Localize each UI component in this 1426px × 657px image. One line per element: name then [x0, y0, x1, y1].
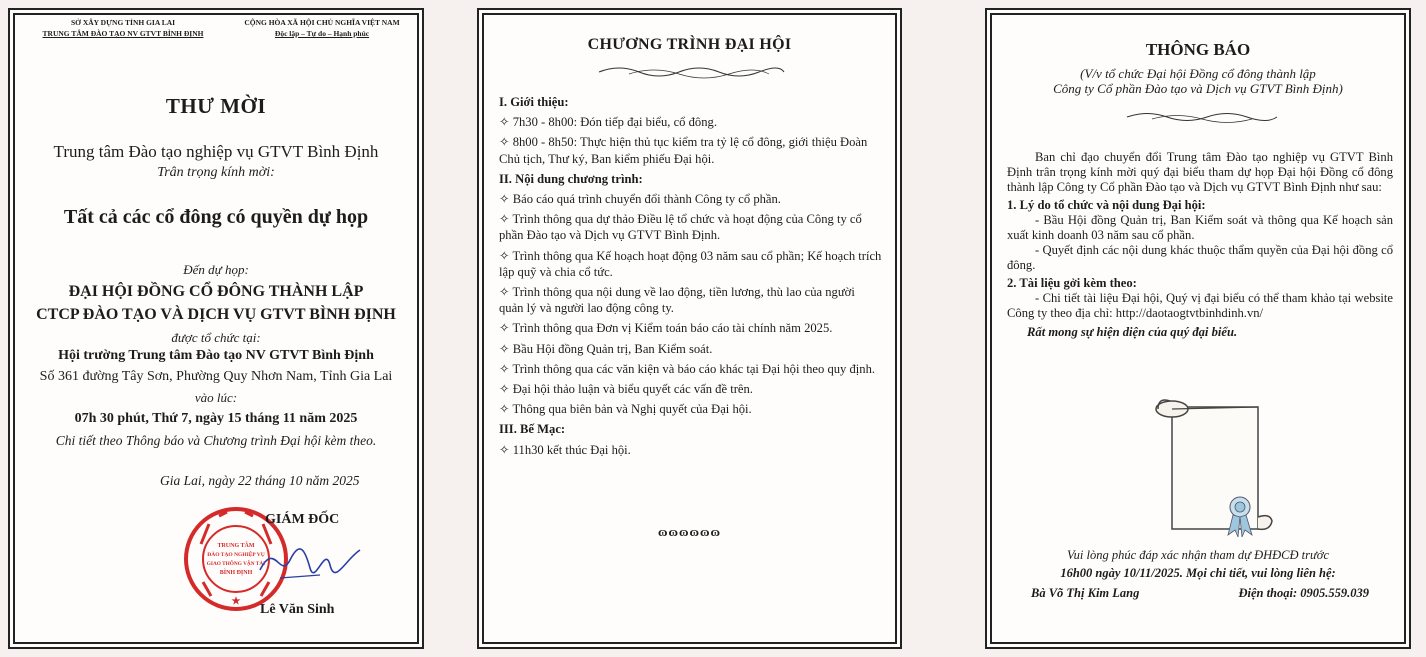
notice-item: - Chi tiết tài liệu Đại hội, Quý vị đại biểu có thể tham khảo tại website Công ty theo địa chỉ: http://daotaogtvtbinhdinh.vn/ — [1007, 290, 1393, 321]
notice-section-2: 2. Tài liệu gởi kèm theo: — [1007, 275, 1137, 290]
signer-title: GIÁM ĐỐC — [265, 512, 340, 527]
details-note: Chi tiết theo Thông báo và Chương trình Đại hội kèm theo. — [55, 433, 377, 448]
program-item: ✧ Trình thông qua Đơn vị Kiểm toán báo cáo tài chính năm 2025. — [499, 321, 833, 336]
center-name: TRUNG TÂM ĐÀO TẠO NV GTVT BÌNH ĐỊNH — [42, 29, 204, 38]
signature — [250, 530, 370, 590]
contact-name: Bà Võ Thị Kim Lang — [1031, 586, 1140, 600]
attend-phrase: Đến dự họp: — [183, 262, 249, 277]
invitation-letter — [8, 8, 424, 649]
venue: Hội trường Trung tâm Đào tạo NV GTVT Bình Định — [58, 348, 374, 363]
place-date: Gia Lai, ngày 22 tháng 10 năm 2025 — [160, 473, 360, 488]
stamp-line-1: TRUNG TÂM — [217, 543, 255, 549]
program-item: ✧ Bầu Hội đồng Quản trị, Ban Kiểm soát. — [499, 341, 713, 356]
program-section-2: II. Nội dung chương trình: — [499, 171, 643, 186]
notice-subtitle — [1007, 66, 1389, 96]
meeting-notice — [985, 8, 1411, 649]
notice-item: - Quyết định các nội dung khác thuộc thẩm quyền của Đại hội đồng cổ đông. — [1007, 243, 1393, 273]
notice-title: THÔNG BÁO — [1145, 40, 1251, 59]
program-title: CHƯƠNG TRÌNH ĐẠI HỘI — [587, 36, 792, 53]
program-item: ✧ 11h30 kết thúc Đại hội. — [499, 442, 631, 457]
ornament-divider — [987, 108, 1413, 124]
program-item: ✧ Trình thông qua dự thảo Điều lệ tổ chức và hoạt động của Công ty cổ phần Đào tạo và Dịch vụ GTVT Bình Định. — [499, 212, 862, 243]
meeting-program — [477, 8, 902, 649]
program-item: ✧ Thông qua biên bản và Nghị quyết của Đại hội. — [499, 402, 752, 417]
meeting-name-line2: CTCP ĐÀO TẠO VÀ DỊCH VỤ GTVT BÌNH ĐỊNH — [36, 306, 396, 323]
venue-address: Số 361 đường Tây Sơn, Phường Quy Nhơn Nam, Tỉnh Gia Lai — [39, 369, 393, 384]
program-section-1: I. Giới thiệu: — [499, 95, 569, 109]
national-motto: Độc lập – Tự do – Hạnh phúc — [274, 29, 370, 38]
stamp-line-2: ĐÀO TẠO NGHIỆP VỤ — [207, 552, 265, 558]
signer-name: Lê Văn Sinh — [260, 602, 335, 617]
notice-intro: Ban chỉ đạo chuyển đổi Trung tâm Đào tạo nghiệp vụ GTVT Bình Định trân trọng kính mời quý đại biểu tham dự họp Đại hội Đồng cổ đông thành lập Công ty Cổ phần Đào tạo và Dịch vụ GTVT Bình Định như sau: — [1007, 150, 1393, 195]
held-at-phrase: được tổ chức tại: — [171, 330, 261, 345]
program-body — [499, 94, 882, 458]
ornament-divider — [479, 62, 904, 80]
rsvp-line2: 16h00 ngày 10/11/2025. Mọi chi tiết, vui lòng liên hệ: — [1060, 566, 1336, 580]
end-ornament: ɷɷɷɷɷɷ — [657, 524, 721, 539]
program-item: ✧ Trình thông qua Kế hoạch hoạt động 03 năm sau cổ phần; Kế hoạch trích lập quỹ và chia cổ tức. — [499, 248, 882, 279]
invite-phrase: Trân trọng kính mời: — [157, 165, 275, 180]
closing-line: Rất mong sự hiện diện của quý đại biểu. — [1027, 325, 1238, 340]
program-item: ✧ 7h30 - 8h00: Đón tiếp đại biểu, cổ đông. — [499, 115, 717, 130]
rsvp-line1: Vui lòng phúc đáp xác nhận tham dự ĐHĐCĐ trước — [1066, 548, 1330, 562]
time-phrase: vào lúc: — [194, 390, 238, 405]
republic-name: CỘNG HÒA XÃ HỘI CHỦ NGHĨA VIỆT NAM — [244, 18, 400, 27]
notice-item: - Bầu Hội đồng Quản trị, Ban Kiểm soát và thông qua Kế hoạch sản xuất kinh doanh 03 năm sau cổ phần. — [1007, 212, 1393, 243]
notice-body — [1007, 150, 1393, 340]
invitee: Tất cả các cổ đông có quyền dự họp — [63, 206, 369, 228]
agency-name: SỞ XÂY DỰNG TỈNH GIA LAI — [70, 18, 176, 27]
meeting-time: 07h 30 phút, Thứ 7, ngày 15 tháng 11 năm 2025 — [74, 411, 358, 426]
national-header — [222, 17, 422, 39]
svg-text:★: ★ — [231, 596, 241, 607]
stamp-line-3: GIAO THÔNG VẬN TẢI — [206, 561, 266, 567]
agency-header — [18, 17, 228, 39]
program-section-3: III. Bế Mạc: — [499, 422, 566, 437]
program-item: ✧ Báo cáo quá trình chuyển đổi thành Công ty cổ phần. — [499, 192, 781, 207]
stamp-line-4: BÌNH ĐỊNH — [219, 570, 253, 576]
program-item: ✧ 8h00 - 8h50: Thực hiện thủ tục kiểm tra tỷ lệ cổ đông, giới thiệu Đoàn Chủ tịch, Thư ký, Ban kiểm phiếu Đại hội. — [499, 135, 868, 166]
contact-phone: Điện thoại: 0905.559.039 — [1238, 586, 1369, 600]
invitation-title: THƯ MỜI — [165, 94, 267, 118]
program-item: ✧ Trình thông qua các văn kiện và báo cáo khác tại Đại hội theo quy định. — [499, 361, 876, 376]
notice-section-1: 1. Lý do tổ chức và nội dung Đại hội: — [1007, 197, 1206, 212]
meeting-name-line1: ĐẠI HỘI ĐỒNG CỔ ĐÔNG THÀNH LẬP — [68, 283, 364, 300]
program-item: ✧ Trình thông qua nội dung về lao động, tiền lương, thù lao của người quản lý và người lao động công ty. — [499, 285, 855, 316]
program-item: ✧ Đại hội thảo luận và biểu quyết các vấn đề trên. — [499, 382, 753, 397]
scroll-icon — [1140, 395, 1290, 545]
organizer: Trung tâm Đào tạo nghiệp vụ GTVT Bình Định — [53, 142, 379, 161]
notice-subtitle-line1: (V/v tổ chức Đại hội Đồng cổ đông thành lập — [1080, 66, 1316, 81]
notice-subtitle-line2: Công ty Cổ phần Đào tạo và Dịch vụ GTVT Bình Định) — [1053, 81, 1343, 96]
